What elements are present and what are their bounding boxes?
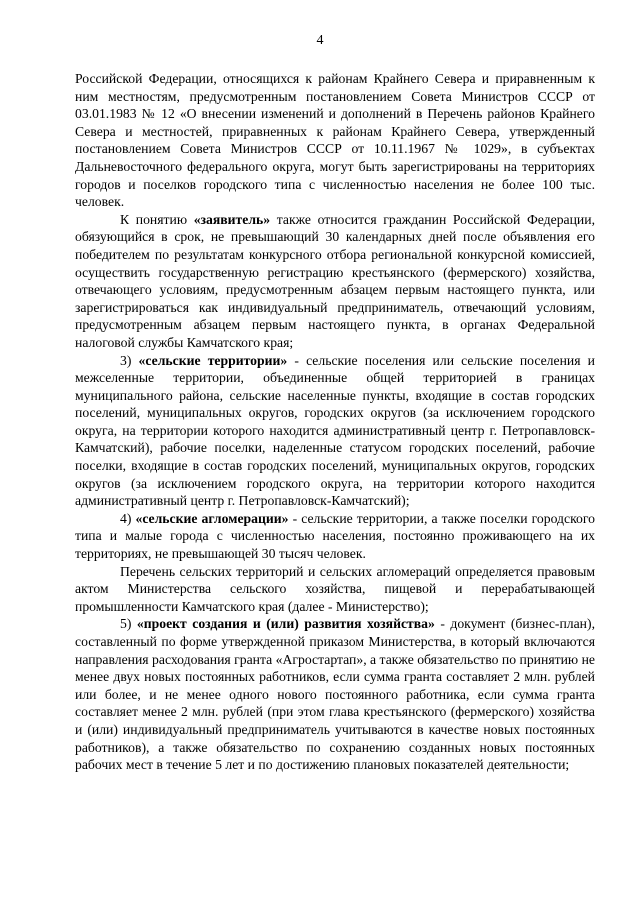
document-body	[75, 70, 595, 774]
paragraph-project	[75, 615, 595, 773]
defined-term: «проект создания и (или) развития хозяйства»	[136, 616, 435, 632]
paragraph-text: - сельские территории, а также поселки городского типа и малые города с численностью населения, постоянно проживающего на их территориях, не превышающей 30 тысяч человек.	[75, 510, 595, 562]
paragraph-text: К понятию	[120, 211, 194, 227]
defined-term: «сельские агломерации»	[135, 510, 289, 526]
paragraph-rural-territories	[75, 352, 595, 510]
paragraph-continuation: Российской Федерации, относящихся к районам Крайнего Севера и приравненным к ним местностям, предусмотренным постановлением Совета Министров СССР от 03.01.1983 № 12 «О внесении изменений и дополнений в Перечень районов Крайнего Севера и местностей, приравненных к районам Крайнего Севера, утвержденный постановлением Совета Министров СССР от 10.11.1967 № 1029», в субъектах Дальневосточного федерального округа, могут быть зарегистрированы на территориях городов и поселков городского типа с численностью населения не более 100 тыс. человек.	[75, 71, 595, 210]
paragraph-text: - сельские поселения или сельские поселения и межселенные территории, объединенные общей территорией в границах муниципального района, сельские населенные пункты, входящие в состав городских поселений, муниципальных округов, городских округов (за исключением городского округа, на территории которого находится административный центр г. Петропавловск-Камчатский), рабочие поселки, наделенные статусом городских поселений, рабочие поселки, входящие в состав городских поселений, муниципальных округов, городских округов (за исключением городского округа, на территории которого находится административный центр г. Петропавловск-Камчатский);	[75, 352, 595, 509]
paragraph-text: также относится гражданин Российской Федерации, обязующийся в срок, не превышающий 30 календарных дней после объявления его победителем по результатам конкурсного отбора региональной конкурсной комиссией, осуществить государственную регистрацию крестьянского (фермерского) хозяйства, отвечающего условиям, предусмотренным абзацем первым настоящего пункта, или зарегистрироваться как индивидуальный предприниматель, отвечающий условиям, предусмотренным абзацем первым настоящего пункта, в органах Федеральной налоговой службы Камчатского края;	[75, 211, 596, 350]
paragraph-rural-agglomerations	[75, 510, 595, 563]
defined-term: «заявитель»	[193, 211, 271, 227]
paragraph-applicant	[75, 211, 595, 352]
paragraph-list-definition: Перечень сельских территорий и сельских агломераций определяется правовым актом Министерства сельского хозяйства, пищевой и перерабатывающей промышленности Камчатского края (далее - Министерство);	[75, 563, 595, 614]
paragraph-text: - документ (бизнес-план), составленный по форме утвержденной приказом Министерства, в который включаются направления расходования гранта «Агростартап», а также обязательство по принятию не менее двух новых постоянных работников, если сумма гранта составляет 2 млн. рублей или более, и не менее одного нового постоянного работника, если сумма гранта составляет менее 2 млн. рублей (при этом глава крестьянского (фермерского) хозяйства и (или) индивидуальный предприниматель учитываются в качестве новых постоянных работников), а также обязательство по сохранению созданных новых постоянных рабочих мест в течение 5 лет и по достижению плановых показателей деятельности;	[75, 616, 595, 773]
item-number: 3)	[120, 352, 139, 368]
item-number: 5)	[120, 616, 137, 632]
page-number: 4	[316, 33, 324, 48]
item-number: 4)	[120, 510, 136, 526]
defined-term: «сельские территории»	[138, 352, 288, 368]
